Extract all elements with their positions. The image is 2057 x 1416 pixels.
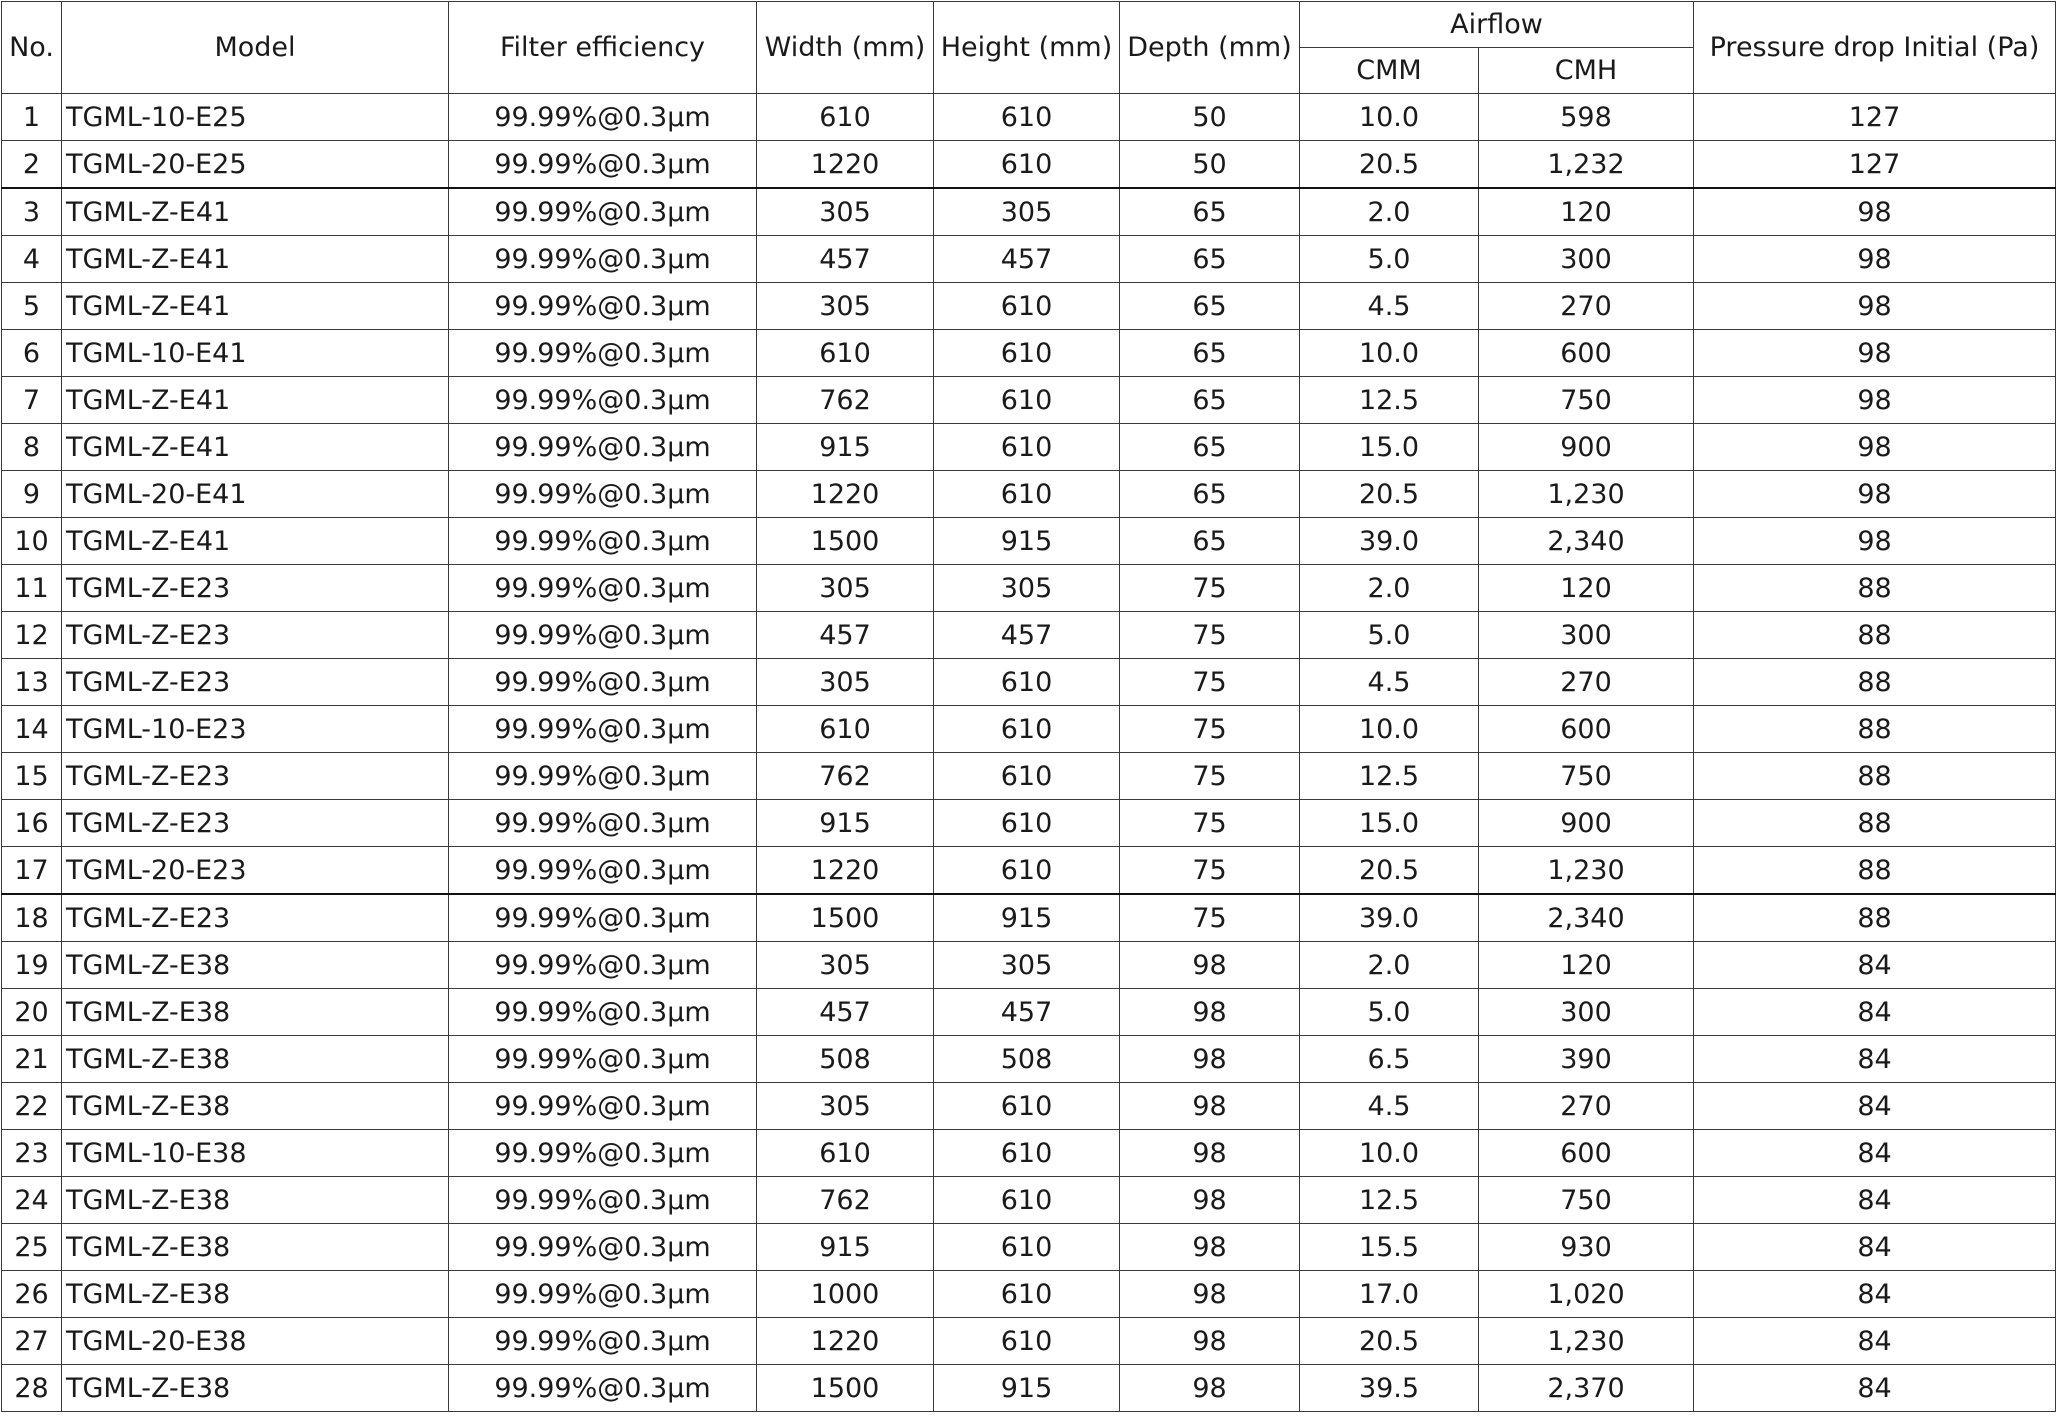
cell-width: 762 [757,1177,934,1224]
cell-cmm: 20.5 [1300,1318,1479,1365]
table-row [2,283,2056,330]
cell-filter-efficiency: 99.99%@0.3μm [449,1036,757,1083]
cell-width: 305 [757,942,934,989]
cell-height: 457 [934,989,1120,1036]
cell-width: 762 [757,753,934,800]
cell-width: 305 [757,1083,934,1130]
cell-filter-efficiency: 99.99%@0.3μm [449,989,757,1036]
header-pressure-drop: Pressure drop Initial (Pa) [1694,2,2056,94]
cell-depth: 65 [1120,188,1300,236]
cell-no: 8 [2,424,62,471]
cell-height: 610 [934,471,1120,518]
cell-width: 305 [757,188,934,236]
cell-pressure-drop: 88 [1694,800,2056,847]
cell-model: TGML-10-E41 [62,330,449,377]
cell-model: TGML-Z-E41 [62,424,449,471]
cell-cmh: 1,232 [1479,141,1694,189]
cell-cmm: 10.0 [1300,706,1479,753]
cell-width: 457 [757,612,934,659]
cell-cmm: 10.0 [1300,94,1479,141]
cell-cmm: 17.0 [1300,1271,1479,1318]
cell-depth: 75 [1120,800,1300,847]
cell-no: 10 [2,518,62,565]
cell-filter-efficiency: 99.99%@0.3μm [449,330,757,377]
cell-height: 610 [934,706,1120,753]
cell-height: 610 [934,1318,1120,1365]
cell-filter-efficiency: 99.99%@0.3μm [449,1271,757,1318]
cell-model: TGML-20-E41 [62,471,449,518]
cell-pressure-drop: 84 [1694,1271,2056,1318]
cell-filter-efficiency: 99.99%@0.3μm [449,800,757,847]
cell-cmh: 900 [1479,424,1694,471]
header-airflow: Airflow [1300,2,1694,48]
table-row [2,800,2056,847]
cell-cmh: 390 [1479,1036,1694,1083]
cell-height: 457 [934,612,1120,659]
cell-width: 508 [757,1036,934,1083]
cell-pressure-drop: 127 [1694,94,2056,141]
cell-width: 1220 [757,471,934,518]
cell-model: TGML-Z-E23 [62,659,449,706]
cell-pressure-drop: 88 [1694,612,2056,659]
cell-depth: 98 [1120,1224,1300,1271]
cell-depth: 75 [1120,894,1300,942]
cell-depth: 65 [1120,424,1300,471]
cell-width: 915 [757,1224,934,1271]
cell-cmm: 4.5 [1300,1083,1479,1130]
cell-cmh: 750 [1479,377,1694,424]
cell-filter-efficiency: 99.99%@0.3μm [449,188,757,236]
cell-no: 18 [2,894,62,942]
cell-model: TGML-Z-E38 [62,942,449,989]
cell-width: 1500 [757,518,934,565]
cell-height: 915 [934,1365,1120,1412]
cell-depth: 98 [1120,942,1300,989]
cell-filter-efficiency: 99.99%@0.3μm [449,141,757,189]
cell-cmh: 120 [1479,188,1694,236]
table-row [2,94,2056,141]
cell-height: 457 [934,236,1120,283]
filter-spec-table [1,1,2056,1412]
table-row [2,659,2056,706]
cell-pressure-drop: 84 [1694,942,2056,989]
cell-pressure-drop: 84 [1694,1130,2056,1177]
cell-model: TGML-Z-E38 [62,1271,449,1318]
cell-cmm: 12.5 [1300,753,1479,800]
cell-width: 305 [757,659,934,706]
cell-model: TGML-Z-E41 [62,188,449,236]
cell-depth: 75 [1120,753,1300,800]
table-row [2,1271,2056,1318]
cell-no: 28 [2,1365,62,1412]
cell-pressure-drop: 127 [1694,141,2056,189]
cell-no: 11 [2,565,62,612]
cell-depth: 75 [1120,565,1300,612]
cell-filter-efficiency: 99.99%@0.3μm [449,659,757,706]
cell-depth: 65 [1120,471,1300,518]
cell-height: 610 [934,283,1120,330]
cell-cmh: 900 [1479,800,1694,847]
cell-height: 610 [934,659,1120,706]
header-no: No. [2,2,62,94]
cell-no: 1 [2,94,62,141]
cell-depth: 75 [1120,847,1300,895]
cell-no: 24 [2,1177,62,1224]
cell-height: 610 [934,94,1120,141]
cell-model: TGML-10-E25 [62,94,449,141]
cell-depth: 98 [1120,1036,1300,1083]
cell-depth: 50 [1120,94,1300,141]
cell-pressure-drop: 98 [1694,283,2056,330]
cell-cmm: 10.0 [1300,330,1479,377]
cell-width: 762 [757,377,934,424]
cell-no: 20 [2,989,62,1036]
table-row [2,942,2056,989]
cell-width: 915 [757,424,934,471]
cell-depth: 98 [1120,989,1300,1036]
cell-cmh: 270 [1479,283,1694,330]
cell-filter-efficiency: 99.99%@0.3μm [449,894,757,942]
cell-pressure-drop: 88 [1694,659,2056,706]
cell-height: 610 [934,847,1120,895]
cell-model: TGML-Z-E23 [62,753,449,800]
cell-model: TGML-Z-E38 [62,989,449,1036]
cell-cmm: 10.0 [1300,1130,1479,1177]
cell-no: 4 [2,236,62,283]
cell-depth: 75 [1120,612,1300,659]
cell-cmh: 930 [1479,1224,1694,1271]
cell-model: TGML-10-E23 [62,706,449,753]
cell-no: 21 [2,1036,62,1083]
cell-no: 14 [2,706,62,753]
cell-height: 610 [934,141,1120,189]
cell-pressure-drop: 98 [1694,424,2056,471]
cell-width: 1220 [757,1318,934,1365]
cell-cmm: 5.0 [1300,989,1479,1036]
cell-width: 305 [757,283,934,330]
header-cmm: CMM [1300,48,1479,94]
cell-no: 7 [2,377,62,424]
cell-width: 305 [757,565,934,612]
cell-width: 610 [757,706,934,753]
cell-pressure-drop: 98 [1694,330,2056,377]
cell-pressure-drop: 98 [1694,518,2056,565]
cell-no: 13 [2,659,62,706]
cell-depth: 65 [1120,283,1300,330]
cell-cmm: 2.0 [1300,565,1479,612]
table-row [2,1036,2056,1083]
cell-no: 25 [2,1224,62,1271]
cell-width: 457 [757,236,934,283]
cell-height: 610 [934,753,1120,800]
cell-filter-efficiency: 99.99%@0.3μm [449,283,757,330]
cell-no: 2 [2,141,62,189]
cell-model: TGML-Z-E38 [62,1365,449,1412]
cell-cmh: 300 [1479,236,1694,283]
cell-model: TGML-20-E23 [62,847,449,895]
cell-no: 27 [2,1318,62,1365]
cell-depth: 65 [1120,330,1300,377]
cell-height: 305 [934,188,1120,236]
cell-model: TGML-Z-E23 [62,612,449,659]
cell-filter-efficiency: 99.99%@0.3μm [449,942,757,989]
cell-pressure-drop: 88 [1694,753,2056,800]
cell-cmm: 15.5 [1300,1224,1479,1271]
cell-pressure-drop: 84 [1694,1036,2056,1083]
table-row [2,565,2056,612]
cell-no: 23 [2,1130,62,1177]
cell-cmm: 12.5 [1300,1177,1479,1224]
cell-filter-efficiency: 99.99%@0.3μm [449,847,757,895]
cell-filter-efficiency: 99.99%@0.3μm [449,1177,757,1224]
table-row [2,141,2056,189]
cell-pressure-drop: 84 [1694,1318,2056,1365]
cell-model: TGML-Z-E23 [62,894,449,942]
cell-cmm: 20.5 [1300,141,1479,189]
cell-width: 610 [757,94,934,141]
cell-cmh: 2,340 [1479,894,1694,942]
cell-cmm: 15.0 [1300,800,1479,847]
cell-width: 610 [757,1130,934,1177]
cell-model: TGML-Z-E41 [62,283,449,330]
cell-no: 26 [2,1271,62,1318]
table-row [2,706,2056,753]
cell-height: 915 [934,518,1120,565]
cell-cmh: 600 [1479,706,1694,753]
cell-pressure-drop: 98 [1694,236,2056,283]
cell-model: TGML-20-E38 [62,1318,449,1365]
cell-depth: 98 [1120,1271,1300,1318]
cell-model: TGML-Z-E38 [62,1224,449,1271]
cell-depth: 65 [1120,518,1300,565]
cell-cmh: 2,370 [1479,1365,1694,1412]
cell-filter-efficiency: 99.99%@0.3μm [449,612,757,659]
cell-height: 508 [934,1036,1120,1083]
cell-model: TGML-Z-E41 [62,236,449,283]
cell-no: 6 [2,330,62,377]
cell-depth: 98 [1120,1365,1300,1412]
cell-pressure-drop: 84 [1694,989,2056,1036]
cell-pressure-drop: 98 [1694,471,2056,518]
cell-cmm: 4.5 [1300,659,1479,706]
cell-cmm: 6.5 [1300,1036,1479,1083]
table-row [2,847,2056,895]
table-row [2,1177,2056,1224]
cell-height: 610 [934,330,1120,377]
table-header [2,2,2056,94]
cell-pressure-drop: 98 [1694,377,2056,424]
cell-filter-efficiency: 99.99%@0.3μm [449,377,757,424]
cell-cmm: 39.0 [1300,894,1479,942]
cell-width: 457 [757,989,934,1036]
table-row [2,894,2056,942]
cell-width: 1500 [757,894,934,942]
cell-cmh: 750 [1479,1177,1694,1224]
cell-no: 5 [2,283,62,330]
table-row [2,330,2056,377]
header-depth: Depth (mm) [1120,2,1300,94]
cell-cmh: 598 [1479,94,1694,141]
cell-model: TGML-Z-E38 [62,1036,449,1083]
cell-model: TGML-20-E25 [62,141,449,189]
header-height: Height (mm) [934,2,1120,94]
table-row [2,518,2056,565]
cell-filter-efficiency: 99.99%@0.3μm [449,424,757,471]
table-row [2,753,2056,800]
cell-width: 1500 [757,1365,934,1412]
cell-cmh: 270 [1479,1083,1694,1130]
cell-cmh: 600 [1479,330,1694,377]
cell-filter-efficiency: 99.99%@0.3μm [449,1318,757,1365]
cell-width: 915 [757,800,934,847]
cell-width: 1000 [757,1271,934,1318]
cell-width: 610 [757,330,934,377]
table-row [2,471,2056,518]
cell-depth: 50 [1120,141,1300,189]
header-filter-efficiency: Filter efficiency [449,2,757,94]
cell-cmm: 12.5 [1300,377,1479,424]
cell-cmh: 270 [1479,659,1694,706]
cell-no: 3 [2,188,62,236]
header-model: Model [62,2,449,94]
cell-model: TGML-Z-E38 [62,1177,449,1224]
cell-cmh: 300 [1479,989,1694,1036]
cell-cmh: 1,020 [1479,1271,1694,1318]
cell-width: 1220 [757,847,934,895]
cell-depth: 98 [1120,1318,1300,1365]
table-row [2,1318,2056,1365]
header-width: Width (mm) [757,2,934,94]
cell-depth: 75 [1120,706,1300,753]
table-row [2,612,2056,659]
cell-filter-efficiency: 99.99%@0.3μm [449,1365,757,1412]
cell-height: 610 [934,1130,1120,1177]
cell-model: TGML-Z-E38 [62,1083,449,1130]
cell-filter-efficiency: 99.99%@0.3μm [449,518,757,565]
cell-pressure-drop: 88 [1694,894,2056,942]
cell-model: TGML-Z-E23 [62,800,449,847]
cell-height: 305 [934,942,1120,989]
table-row [2,1365,2056,1412]
cell-cmh: 300 [1479,612,1694,659]
cell-filter-efficiency: 99.99%@0.3μm [449,1083,757,1130]
cell-cmm: 2.0 [1300,942,1479,989]
table-row [2,989,2056,1036]
cell-cmh: 1,230 [1479,1318,1694,1365]
cell-cmm: 2.0 [1300,188,1479,236]
cell-depth: 65 [1120,377,1300,424]
cell-no: 16 [2,800,62,847]
cell-model: TGML-Z-E41 [62,518,449,565]
cell-height: 610 [934,1177,1120,1224]
cell-no: 15 [2,753,62,800]
cell-depth: 98 [1120,1177,1300,1224]
table-row [2,1224,2056,1271]
cell-width: 1220 [757,141,934,189]
cell-model: TGML-10-E38 [62,1130,449,1177]
cell-height: 610 [934,1083,1120,1130]
cell-depth: 65 [1120,236,1300,283]
cell-pressure-drop: 84 [1694,1224,2056,1271]
cell-height: 305 [934,565,1120,612]
cell-cmm: 39.5 [1300,1365,1479,1412]
cell-filter-efficiency: 99.99%@0.3μm [449,1130,757,1177]
cell-pressure-drop: 84 [1694,1177,2056,1224]
cell-filter-efficiency: 99.99%@0.3μm [449,1224,757,1271]
cell-no: 19 [2,942,62,989]
cell-filter-efficiency: 99.99%@0.3μm [449,565,757,612]
cell-depth: 98 [1120,1130,1300,1177]
cell-cmh: 120 [1479,565,1694,612]
cell-cmh: 120 [1479,942,1694,989]
cell-cmm: 39.0 [1300,518,1479,565]
table-row [2,188,2056,236]
cell-cmm: 4.5 [1300,283,1479,330]
cell-cmm: 20.5 [1300,471,1479,518]
cell-filter-efficiency: 99.99%@0.3μm [449,706,757,753]
cell-filter-efficiency: 99.99%@0.3μm [449,471,757,518]
cell-no: 9 [2,471,62,518]
table-row [2,377,2056,424]
table-row [2,424,2056,471]
cell-cmh: 1,230 [1479,471,1694,518]
header-cmh: CMH [1479,48,1694,94]
cell-no: 22 [2,1083,62,1130]
cell-cmh: 2,340 [1479,518,1694,565]
cell-height: 610 [934,800,1120,847]
table-row [2,236,2056,283]
cell-pressure-drop: 84 [1694,1365,2056,1412]
cell-cmm: 15.0 [1300,424,1479,471]
cell-depth: 75 [1120,659,1300,706]
cell-pressure-drop: 98 [1694,188,2056,236]
table-body [2,94,2056,1412]
cell-filter-efficiency: 99.99%@0.3μm [449,236,757,283]
cell-filter-efficiency: 99.99%@0.3μm [449,753,757,800]
table-row [2,1083,2056,1130]
cell-model: TGML-Z-E41 [62,377,449,424]
cell-cmh: 600 [1479,1130,1694,1177]
cell-height: 610 [934,377,1120,424]
cell-pressure-drop: 84 [1694,1083,2056,1130]
cell-height: 610 [934,1224,1120,1271]
cell-pressure-drop: 88 [1694,847,2056,895]
cell-depth: 98 [1120,1083,1300,1130]
cell-cmm: 5.0 [1300,612,1479,659]
cell-cmm: 5.0 [1300,236,1479,283]
table-row [2,1130,2056,1177]
cell-model: TGML-Z-E23 [62,565,449,612]
cell-pressure-drop: 88 [1694,565,2056,612]
cell-height: 610 [934,424,1120,471]
cell-pressure-drop: 88 [1694,706,2056,753]
cell-cmh: 1,230 [1479,847,1694,895]
cell-height: 915 [934,894,1120,942]
cell-cmh: 750 [1479,753,1694,800]
cell-height: 610 [934,1271,1120,1318]
cell-no: 17 [2,847,62,895]
cell-cmm: 20.5 [1300,847,1479,895]
cell-filter-efficiency: 99.99%@0.3μm [449,94,757,141]
cell-no: 12 [2,612,62,659]
